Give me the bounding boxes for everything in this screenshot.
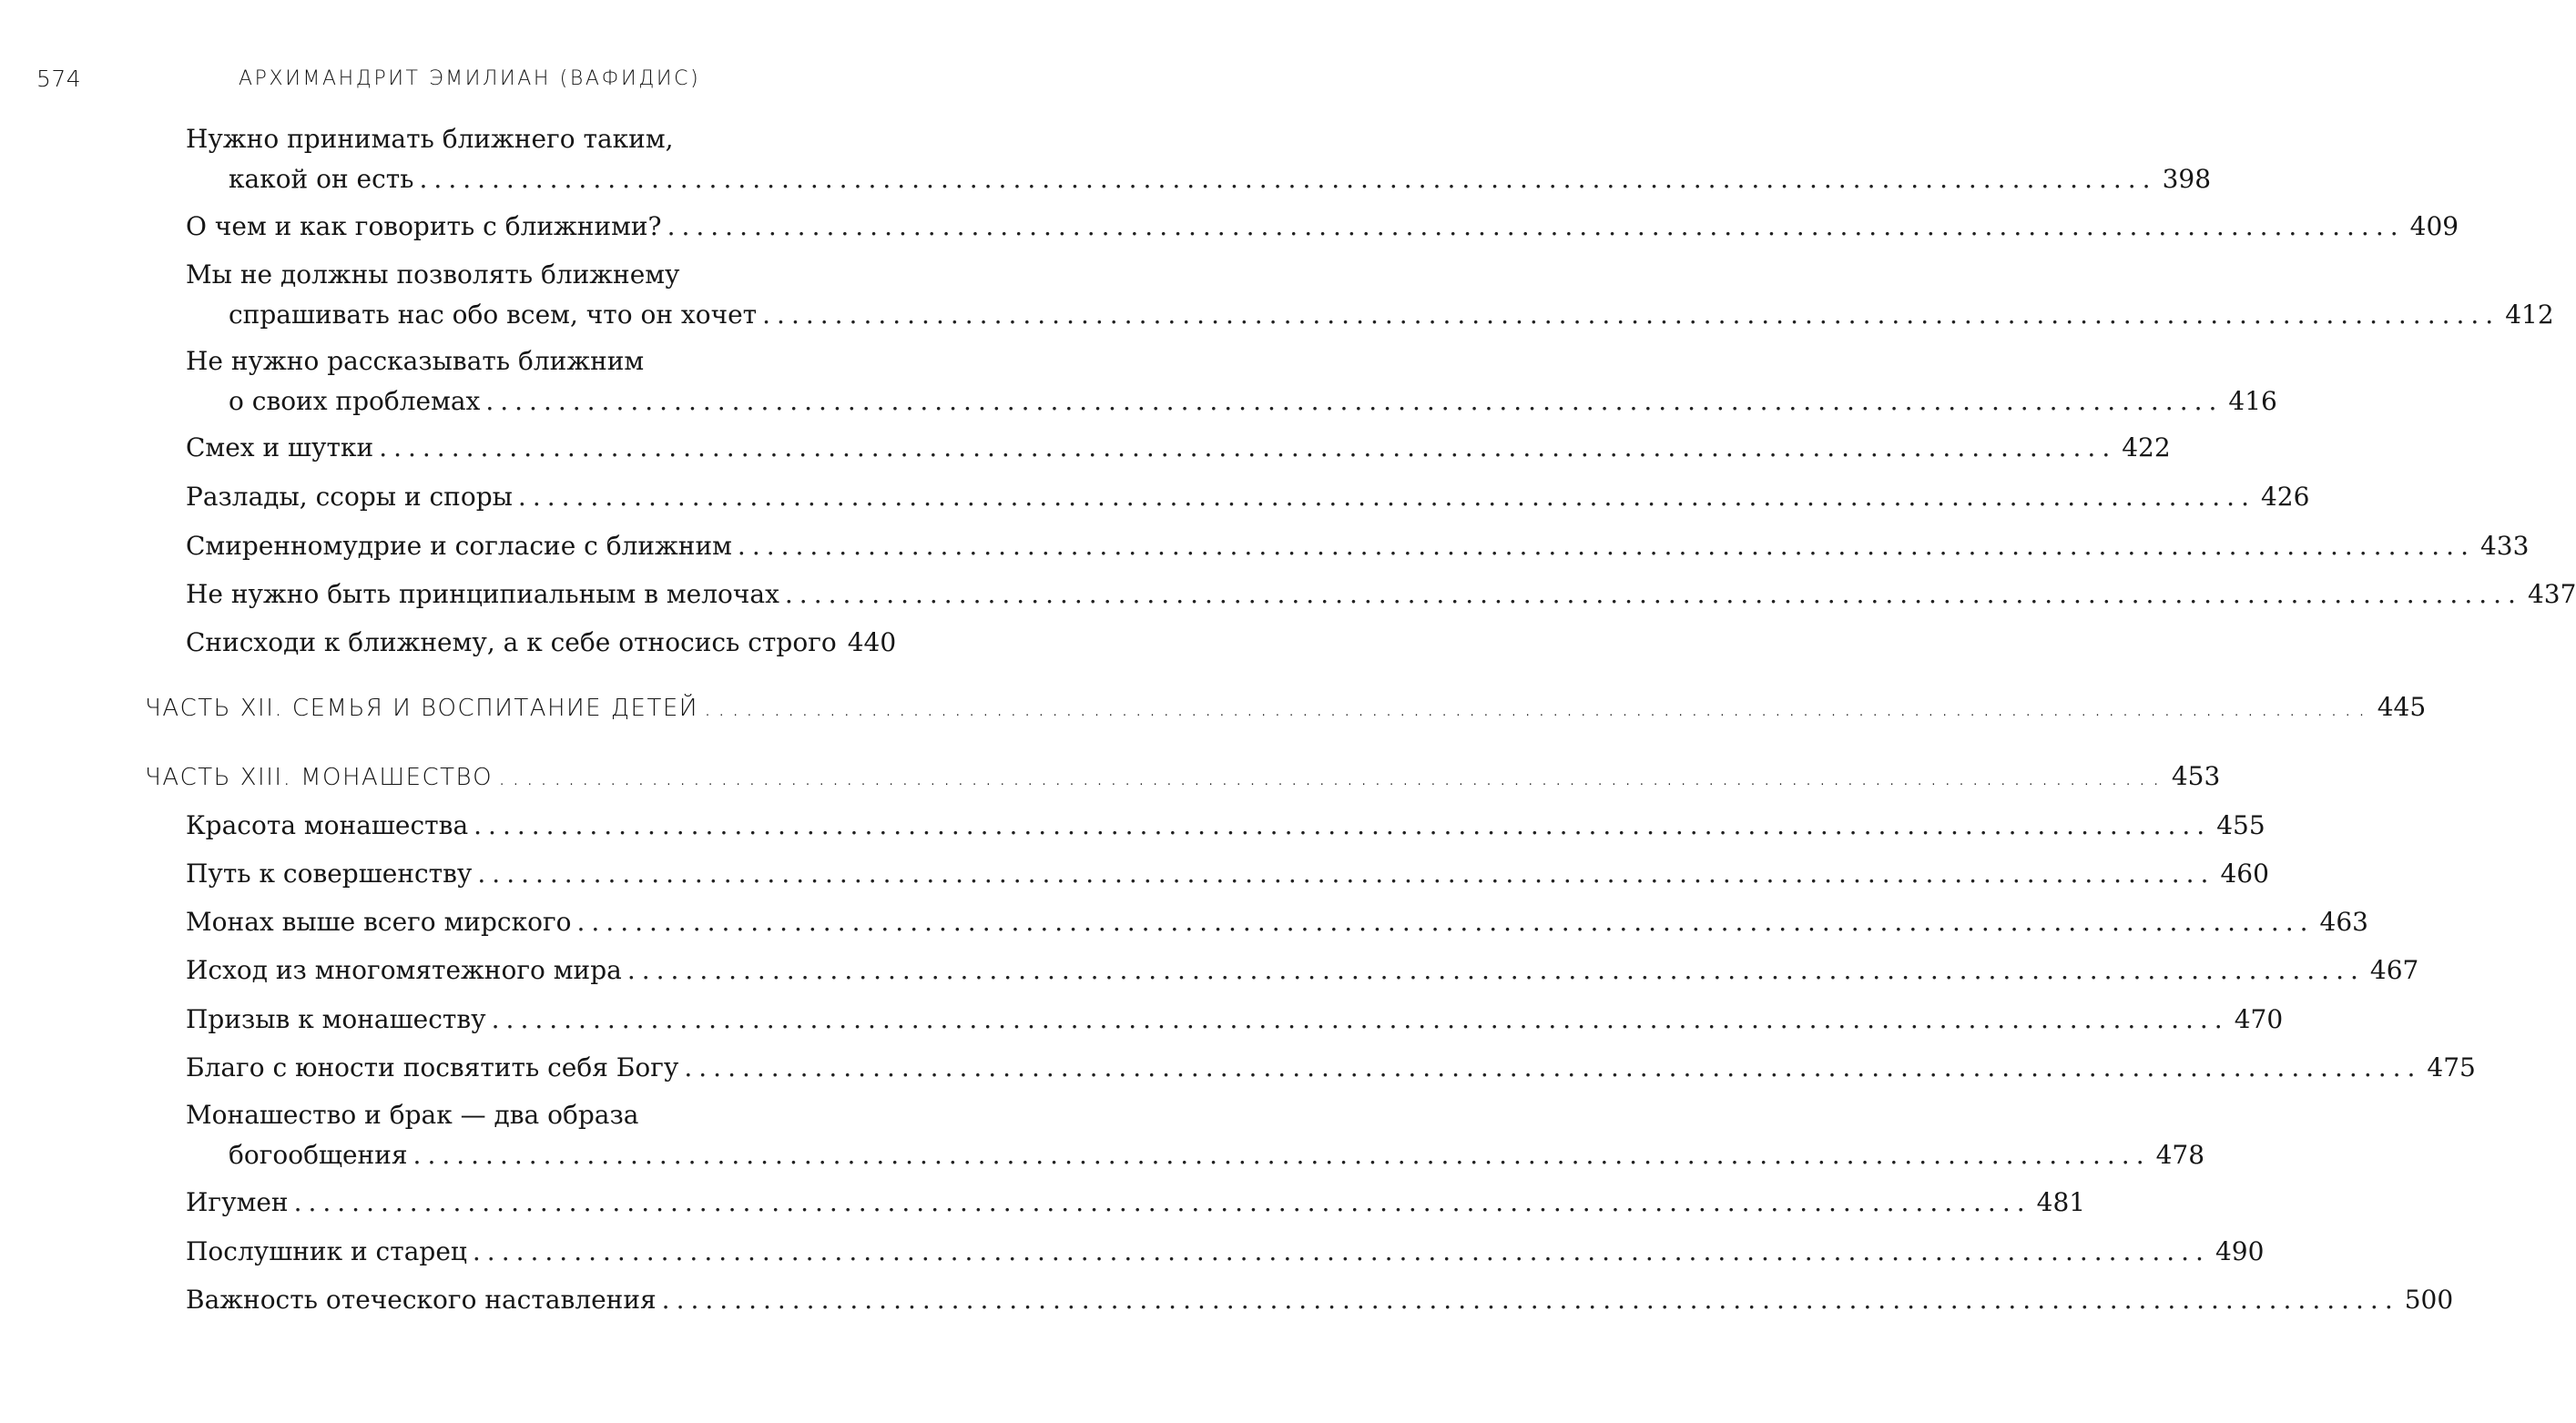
toc-entry-title: Не нужно рассказывать ближним: [186, 346, 645, 376]
leader-dots: ........................................................................................................................: [661, 1285, 2399, 1315]
toc-part-heading[interactable]: [145, 687, 2427, 727]
leader-dots: ........................................................................................................................: [419, 164, 2157, 194]
leader-dots: ........................................................................................................................: [684, 1052, 2422, 1082]
toc-entry-title: Путь к совершенству: [186, 859, 473, 889]
toc-entry-title-cont: какой он есть: [229, 164, 414, 194]
toc-page-number: 460: [2220, 859, 2269, 889]
toc-entry[interactable]: [186, 341, 2277, 422]
toc-entry[interactable]: [186, 806, 2265, 846]
toc-entry-title: Призыв к монашеству: [186, 1004, 486, 1034]
leader-dots: ........................................................................................................................: [784, 579, 2522, 609]
toc-entry-title-cont: спрашивать нас обо всем, что он хочет: [229, 300, 758, 330]
toc-entry-title: Важность отеческого наставления: [186, 1285, 657, 1315]
toc-entry-title-cont: о своих проблемах: [229, 386, 481, 416]
toc-page-number: 481: [2036, 1187, 2086, 1217]
leader-dots: ........................................................................................................................: [379, 432, 2117, 462]
leader-dots: ........................................................................................................................: [762, 300, 2500, 330]
toc-entry-title: Монашество и брак — два образа: [186, 1100, 639, 1130]
toc-entry[interactable]: [186, 207, 2459, 247]
toc-page-number: 455: [2216, 810, 2265, 840]
toc-entry-title: Послушник и старец: [186, 1236, 467, 1266]
toc-page-number: 490: [2215, 1236, 2265, 1266]
toc-entry[interactable]: [186, 1095, 2205, 1175]
toc-page-number: 445: [2377, 692, 2427, 722]
toc-entry[interactable]: [186, 477, 2310, 517]
toc-entry[interactable]: [186, 255, 2554, 335]
toc-page-number: 409: [2409, 211, 2459, 241]
toc-page-number: 475: [2427, 1052, 2476, 1082]
leader-dots: ........................................................................................................................: [473, 810, 2212, 840]
toc-entry[interactable]: [186, 1232, 2265, 1272]
toc-page-number: 426: [2260, 482, 2310, 512]
toc-page-number: 500: [2404, 1285, 2454, 1315]
toc-entry[interactable]: [186, 623, 897, 663]
toc-entry[interactable]: [186, 526, 2530, 566]
toc-entry-title: Разлады, ссоры и споры: [186, 482, 513, 512]
toc-entry-title: Исход из многомятежного мира: [186, 955, 622, 985]
toc-entry-title: Благо с юности посвятить себя Богу: [186, 1052, 679, 1082]
toc-entry-title: Нужно принимать ближнего таким,: [186, 124, 674, 154]
toc-entry[interactable]: [186, 1048, 2476, 1088]
toc-entry-title: Не нужно быть принципиальным в мелочах: [186, 579, 779, 609]
toc-entry-title: Снисходи к ближнему, а к себе относись строго: [186, 627, 837, 657]
toc-page-number: 463: [2319, 907, 2368, 937]
toc-page-number: 440: [847, 627, 897, 657]
leader-dots: ........................................................................................................................: [737, 531, 2475, 561]
toc-part-title: ЧАСТЬ XIII. МОНАШЕСТВО: [145, 764, 494, 791]
toc-page-number: 478: [2155, 1140, 2205, 1170]
leader-dots: ........................................................................................................................: [485, 386, 2224, 416]
toc-entry[interactable]: [186, 428, 2171, 468]
toc-entry[interactable]: [186, 902, 2368, 942]
toc-entry[interactable]: [186, 574, 2576, 615]
toc-entry-title: О чем и как говорить с ближними?: [186, 211, 662, 241]
leader-dots: ........................................................................................................................: [472, 1236, 2210, 1266]
leader-dots: ........................................................................................................................: [667, 211, 2405, 241]
leader-dots: ........................................................................................................................: [576, 907, 2315, 937]
toc-page-number: 422: [2122, 432, 2171, 462]
leader-dots: ........................................................................................................................: [491, 1004, 2229, 1034]
toc-page-number: 467: [2369, 955, 2419, 985]
toc-page-number: 437: [2527, 579, 2576, 609]
toc-entry-title: Монах выше всего мирского: [186, 907, 572, 937]
toc-entry[interactable]: [186, 119, 2212, 199]
toc-page-number: 433: [2479, 531, 2530, 561]
running-title: АРХИМАНДРИТ ЭМИЛИАН (ВАФИДИС): [239, 67, 701, 90]
toc-entry[interactable]: [186, 1183, 2086, 1223]
toc-entry[interactable]: [186, 1280, 2454, 1320]
toc-part-title: ЧАСТЬ XII. СЕМЬЯ И ВОСПИТАНИЕ ДЕТЕЙ: [145, 695, 698, 722]
toc-page-number: 412: [2505, 300, 2554, 330]
toc-entry-title: Смех и шутки: [186, 432, 374, 462]
toc-page-number: 470: [2234, 1004, 2284, 1034]
toc-entry-title: Красота монашества: [186, 810, 469, 840]
toc-part-heading[interactable]: [145, 757, 2221, 797]
toc-page-number: 416: [2228, 386, 2277, 416]
toc-entry-title: Смиренномудрие и согласие с ближним: [186, 531, 732, 561]
toc-entry-title: Игумен: [186, 1187, 289, 1217]
leader-dots: ........................................................................................................................: [412, 1140, 2151, 1170]
toc-page-number: 398: [2162, 164, 2212, 194]
toc-entry-title-cont: богообщения: [229, 1140, 408, 1170]
leader-dots: ........................................................................................................................: [293, 1187, 2031, 1217]
toc-entry[interactable]: [186, 950, 2419, 991]
leader-dots: ........................................................................................................................: [626, 955, 2365, 985]
toc-entry[interactable]: [186, 1000, 2284, 1040]
page-number: 574: [36, 66, 82, 92]
leader-dots: ........................................................................................................................: [477, 859, 2215, 889]
leader-dots: ........................................................................................................................: [703, 695, 2372, 722]
toc-page-number: 453: [2171, 761, 2221, 791]
leader-dots: ........................................................................................................................: [498, 764, 2166, 791]
toc-entry-title: Мы не должны позволять ближнему: [186, 259, 680, 290]
toc-entry[interactable]: [186, 854, 2269, 894]
leader-dots: ........................................................................................................................: [517, 482, 2255, 512]
